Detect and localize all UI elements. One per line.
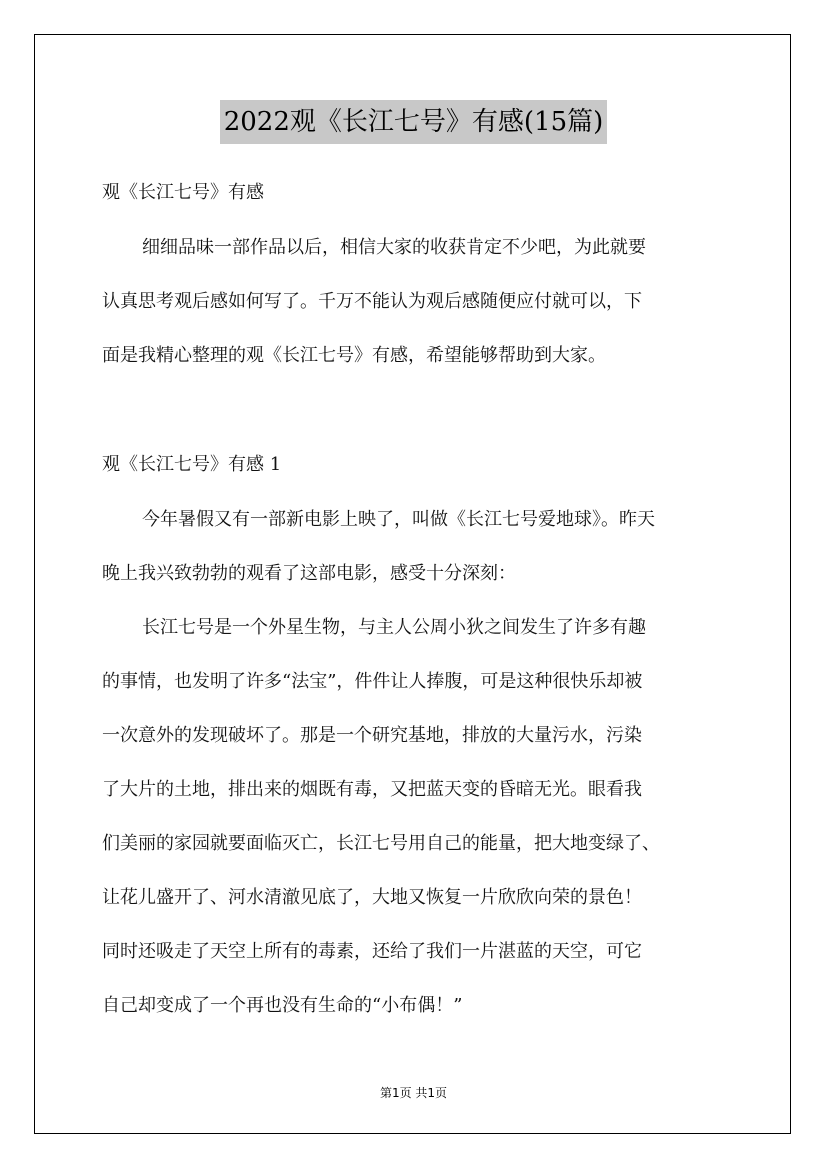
title-container <box>0 100 827 144</box>
paragraph-line: 让花儿盛开了、河水清澈见底了，大地又恢复一片欣欣向荣的景色！ <box>102 887 642 908</box>
subtitle: 观《长江七号》有感 <box>102 182 264 203</box>
document-title: 2022观《长江七号》有感(15篇) <box>220 100 608 144</box>
paragraph-line: 们美丽的家园就要面临灭亡，长江七号用自己的能量，把大地变绿了、 <box>102 833 660 854</box>
paragraph-line: 的事情，也发明了许多“法宝”，件件让人捧腹，可是这种很快乐却被 <box>102 671 643 692</box>
section-heading: 观《长江七号》有感 1 <box>102 454 282 475</box>
paragraph-line: 自己却变成了一个再也没有生命的“小布偶！” <box>102 995 463 1016</box>
paragraph-line: 长江七号是一个外星生物，与主人公周小狄之间发生了许多有趣 <box>142 617 646 638</box>
paragraph-line: 了大片的土地，排出来的烟既有毒，又把蓝天变的昏暗无光。眼看我 <box>102 779 642 800</box>
page-number-footer: 第1页 共1页 <box>379 1086 448 1100</box>
intro-line: 细细品味一部作品以后，相信大家的收获肯定不少吧，为此就要 <box>142 237 646 258</box>
paragraph-line: 一次意外的发现破坏了。那是一个研究基地，排放的大量污水，污染 <box>102 725 642 746</box>
intro-line: 面是我精心整理的观《长江七号》有感，希望能够帮助到大家。 <box>102 345 606 366</box>
paragraph-line: 同时还吸走了天空上所有的毒素，还给了我们一片湛蓝的天空，可它 <box>102 941 642 962</box>
paragraph-line: 晚上我兴致勃勃的观看了这部电影，感受十分深刻： <box>102 563 516 584</box>
intro-line: 认真思考观后感如何写了。千万不能认为观后感随便应付就可以，下 <box>102 291 642 312</box>
paragraph-line: 今年暑假又有一部新电影上映了，叫做《长江七号爱地球》。昨天 <box>142 509 655 530</box>
